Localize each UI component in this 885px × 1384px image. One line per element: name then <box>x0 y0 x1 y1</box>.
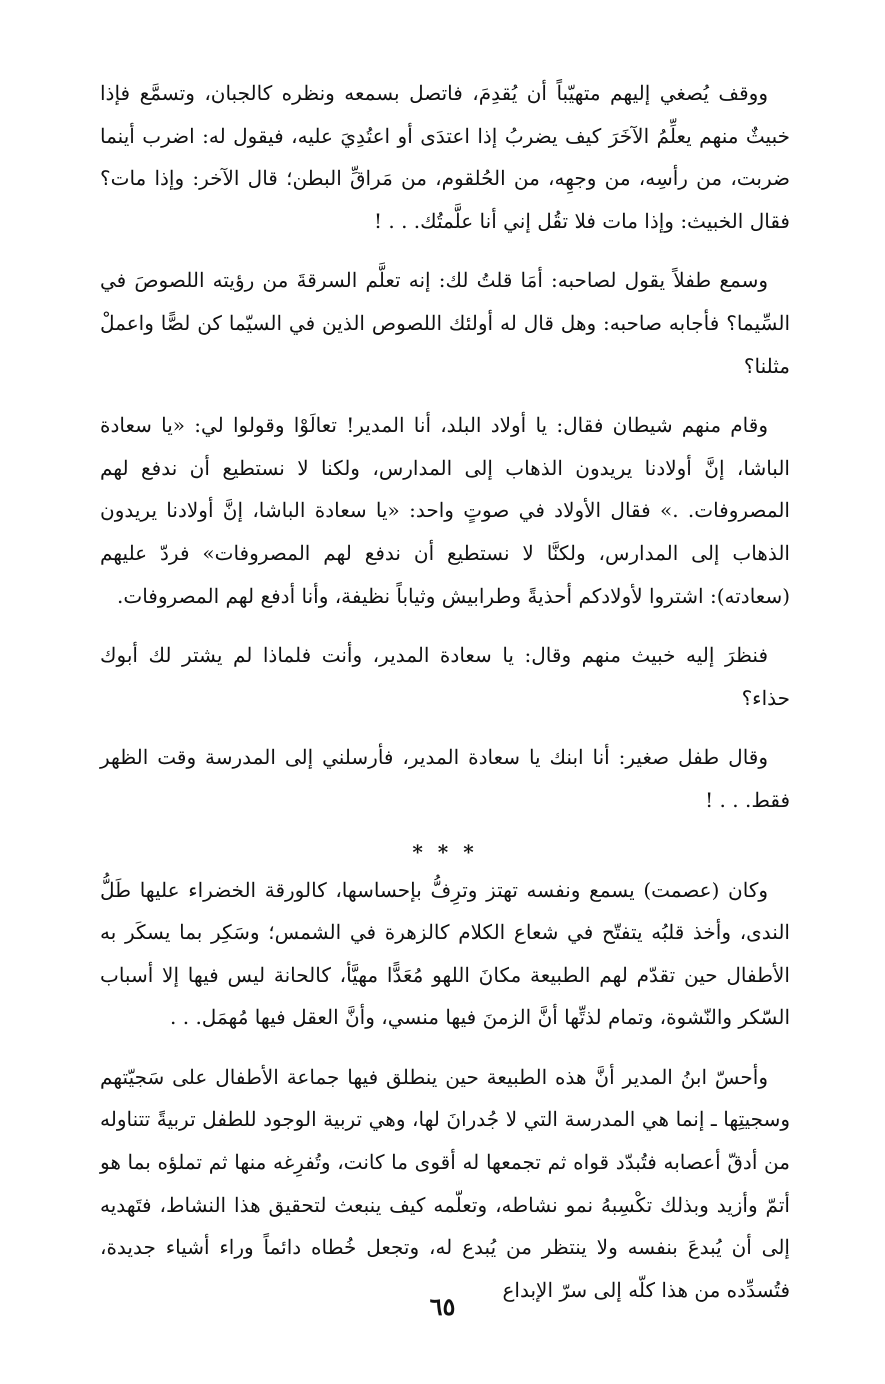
paragraph-5: وقال طفل صغير: أنا ابنك يا سعادة المدير، فأرسلني إلى المدرسة وقت الظهر فقط. . . ! <box>100 745 790 812</box>
page-number: ٦٥ <box>429 1292 456 1321</box>
paragraph-6: وكان (عصمت) يسمع ونفسه تهتز وترِفُّ بإحساسها، كالورقة الخضراء عليها طَلُّ الندى، وأخذ قلبُه يتفتّح في شعاع الكلام كالزهرة في الشمس؛ وسَكِر بما يسكَر به الأطفال حين تقدّم لهم الطبيعة مكانَ اللهو مُعَدًّا مهيَّأ، كالحانة ليس فيها إلا أسباب السّكر والنّشوة، وتمام لذتِّها أنَّ الزمنَ فيها منسي، وأنَّ العقل فيها مُهمَل. . . <box>100 877 790 1030</box>
paragraph-4: فنظرَ إليه خبيث منهم وقال: يا سعادة المدير، وأنت فلماذا لم يشتر لك أبوك حذاء؟ <box>100 643 790 710</box>
paragraph-1: ووقف يُصغي إليهم متهيّباً أن يُقدِمَ، فاتصل بسمعه ونظره كالجبان، وتسمَّع فإذا خبيثٌ منهم يعلِّمُ الآخَرَ كيف يضربُ إذا اعتدَى أو اعتُدِيَ عليه، فيقول له: اضرب أينما ضربت، من رأسِه، من وجهِه، من الحُلقوم، من مَراقِّ البطن؛ قال الآخر: وإذا مات؟ فقال الخبيث: وإذا مات فلا تقُل إني أنا علَّمتُك. . . ! <box>100 81 790 233</box>
page-body <box>100 72 790 1328</box>
paragraph-7: وأحسّ ابنُ المدير أنَّ هذه الطبيعة حين ينطلق فيها جماعة الأطفال على سَجيّتهم وسجيتِها ـ إنما هي المدرسة التي لا جُدرانَ لها، وهي تربية الوجود للطفل تربيةً تتناوله من أدقّ أعصابه فتُبدّد قواه ثم تجمعها له أقوى ما كانت، وتُفرِغه منها ثم تملؤه بما هو أتمّ وأزيد وبذلك تكْسِبهُ نمو نشاطه، وتعلّمه كيف ينبعث لتحقيق هذا النشاط، فتَهديه إلى أن يُبدعَ بنفسه ولا ينتظر من يُبدع له، وتجعل خُطاه دائماً وراء أشياء جديدة، فتُسدِّده من هذا كلّه إلى سرّ الإبداع <box>100 1064 790 1302</box>
paragraph-3: وقام منهم شيطان فقال: يا أولاد البلد، أنا المدير! تعالَوْا وقولوا لي: «يا سعادة الباشا، إنَّ أولادنا يريدون الذهاب إلى المدارس، ولكنا لا نستطيع أن ندفع لهم المصروفات. .» فقال الأولاد في صوتٍ واحد: «يا سعادة الباشا، إنَّ أولادنا يريدون الذهاب إلى المدارس، ولكنَّا لا نستطيع أن ندفع لهم المصروفات» فردّ عليهم (سعادته): اشتروا لأولادكم أحذيةً وطرابيش وثياباً نظيفة، وأنا أدفع لهم المصروفات. <box>100 413 790 608</box>
section-separator: * * * <box>412 839 478 864</box>
paragraph-2: وسمع طفلاً يقول لصاحبه: أمَا قلتُ لك: إنه تعلَّم السرقةَ من رؤيته اللصوصَ في السِّيما؟ فأجابه صاحبه: وهل قال له أولئك اللصوص الذين في السيّما كن لصًّا واعملْ مثلنا؟ <box>100 268 790 378</box>
